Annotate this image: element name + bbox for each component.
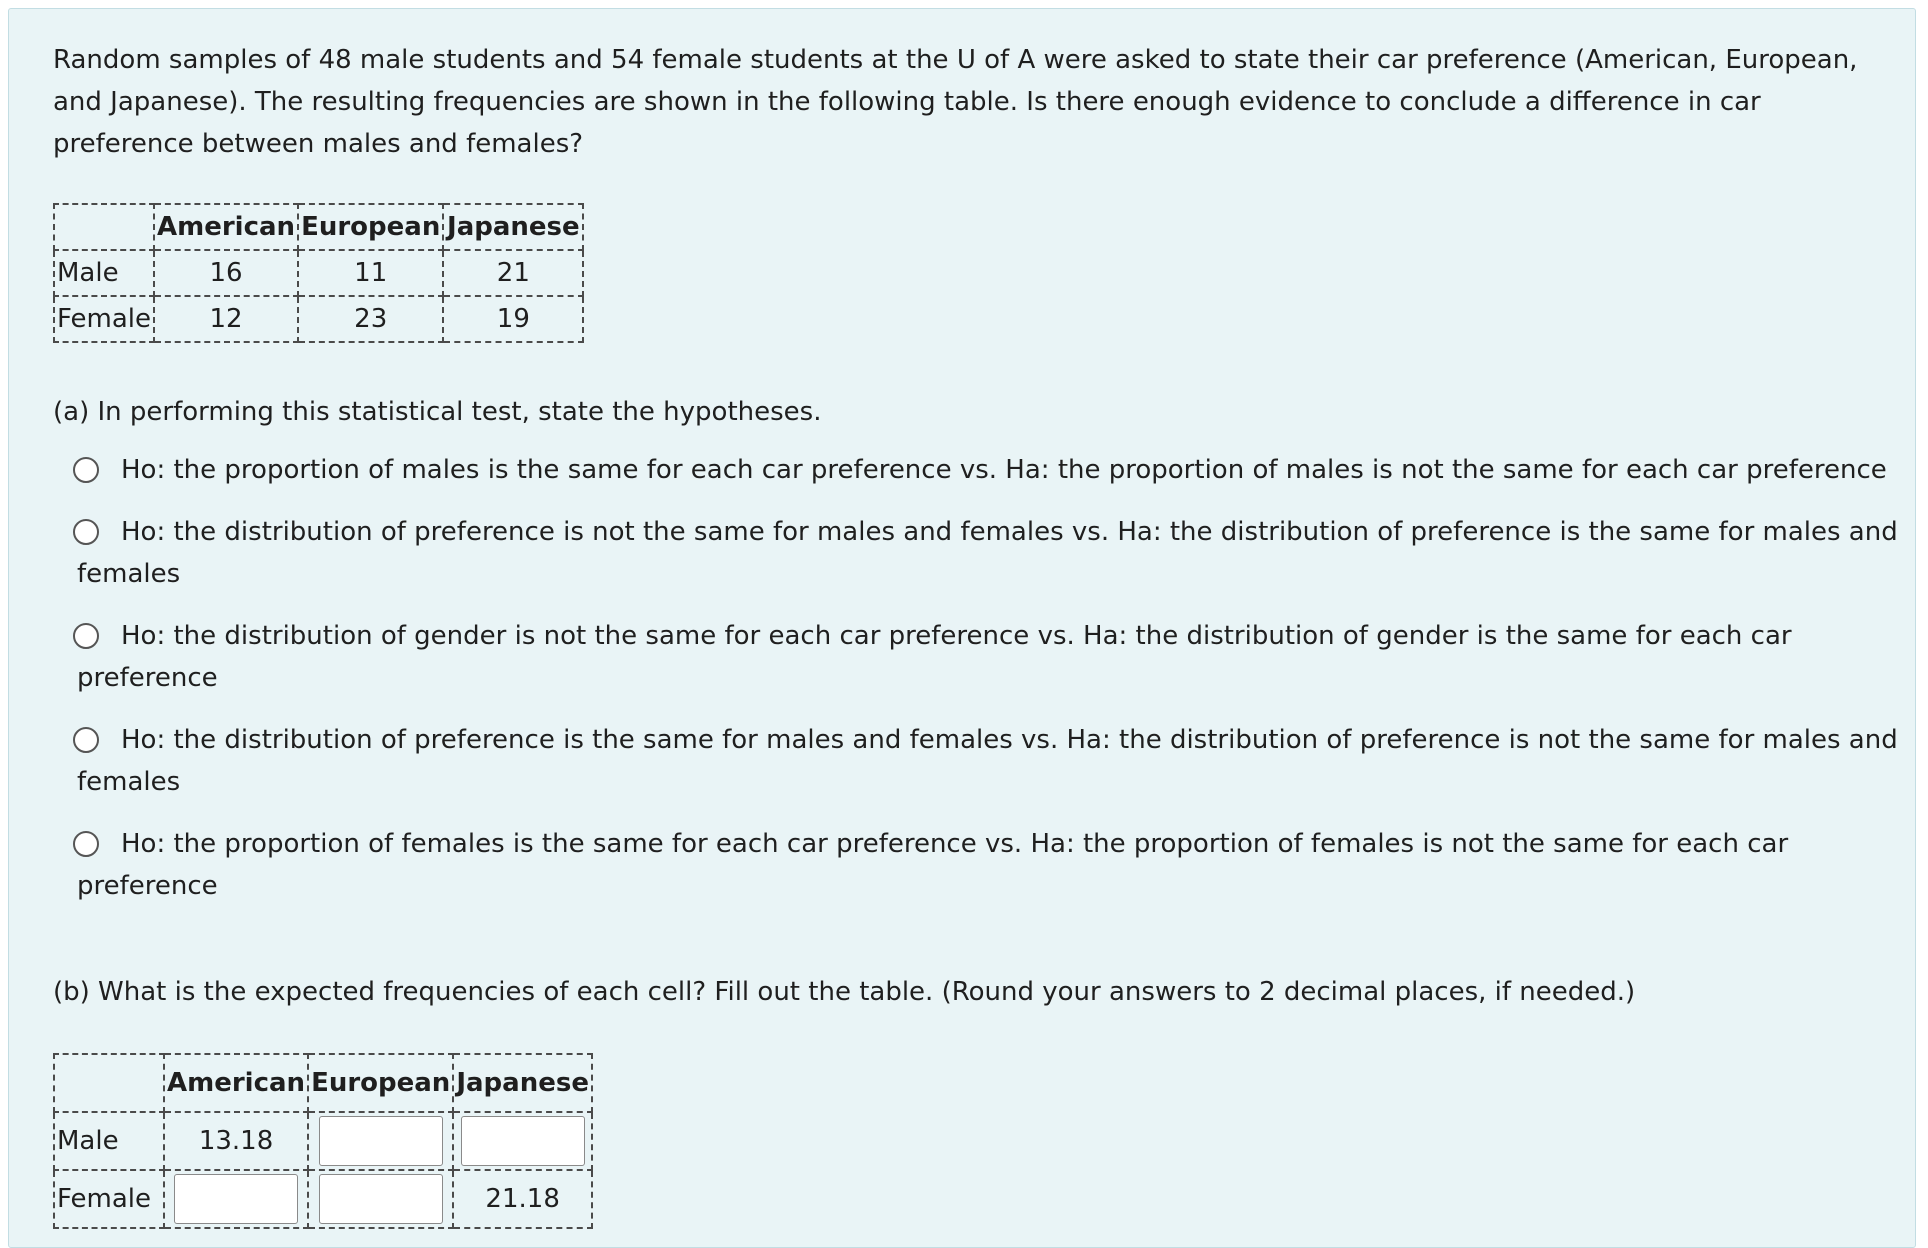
question-intro: Random samples of 48 male students and 54 female students at the U of A were asked to state their car preference (American, European, and Japanese). The resulting frequencies are shown in the following table. Is there enough evidence to conclude a difference in car preference between males and females? xyxy=(53,45,1858,159)
observed-frequency-table xyxy=(53,203,584,343)
column-header: Japanese xyxy=(453,1054,592,1112)
male-japanese-input[interactable] xyxy=(461,1116,585,1166)
table-cell xyxy=(453,1112,592,1170)
table-cell: 23 xyxy=(298,296,443,342)
row-header: Female xyxy=(54,1170,164,1228)
table-cell: 13.18 xyxy=(164,1112,308,1170)
radio-button[interactable] xyxy=(73,457,99,483)
table-cell: 11 xyxy=(298,250,443,296)
table-header-row xyxy=(54,204,583,250)
table-row xyxy=(54,250,583,296)
column-header: European xyxy=(298,204,443,250)
table-cell xyxy=(308,1170,453,1228)
table-row xyxy=(54,296,583,342)
option-label: Ho: the distribution of preference is the same for males and females vs. Ha: the distribution of preference is not the same for males and females xyxy=(77,725,1898,797)
row-header: Female xyxy=(54,296,154,342)
table-row xyxy=(54,1170,592,1228)
question-panel xyxy=(8,8,1916,1248)
question-content xyxy=(53,39,1903,1229)
table-cell: 16 xyxy=(154,250,298,296)
option-label: Ho: the proportion of males is the same for each car preference vs. Ha: the proportion of males is not the same for each car preference xyxy=(121,455,1887,485)
table-cell: 21 xyxy=(443,250,583,296)
table-cell xyxy=(308,1112,453,1170)
column-header: European xyxy=(308,1054,453,1112)
radio-button[interactable] xyxy=(73,831,99,857)
option-label: Ho: the distribution of preference is not the same for males and females vs. Ha: the distribution of preference is the same for males and females xyxy=(77,517,1898,589)
table-row xyxy=(54,1112,592,1170)
hypothesis-option[interactable] xyxy=(73,511,1903,595)
radio-button[interactable] xyxy=(73,727,99,753)
row-header: Male xyxy=(54,250,154,296)
hypothesis-option[interactable] xyxy=(73,719,1903,803)
table-cell: 12 xyxy=(154,296,298,342)
part-b-prompt: (b) What is the expected frequencies of each cell? Fill out the table. (Round your answers to 2 decimal places, if needed.) xyxy=(53,977,1636,1007)
option-label: Ho: the distribution of gender is not the same for each car preference vs. Ha: the distribution of gender is the same for each car preference xyxy=(77,621,1792,693)
table-header-row xyxy=(54,1054,592,1112)
option-label: Ho: the proportion of females is the same for each car preference vs. Ha: the proportion of females is not the same for each car preference xyxy=(77,829,1789,901)
row-header: Male xyxy=(54,1112,164,1170)
female-european-input[interactable] xyxy=(319,1174,443,1224)
table-cell: 19 xyxy=(443,296,583,342)
hypothesis-option[interactable] xyxy=(73,823,1903,907)
radio-button[interactable] xyxy=(73,519,99,545)
table-corner-cell xyxy=(54,204,154,250)
table-cell xyxy=(164,1170,308,1228)
column-header: American xyxy=(154,204,298,250)
male-european-input[interactable] xyxy=(319,1116,443,1166)
hypothesis-option[interactable] xyxy=(73,615,1903,699)
table-corner-cell xyxy=(54,1054,164,1112)
table-cell: 21.18 xyxy=(453,1170,592,1228)
female-american-input[interactable] xyxy=(174,1174,298,1224)
radio-button[interactable] xyxy=(73,623,99,649)
part-a-prompt: (a) In performing this statistical test, state the hypotheses. xyxy=(53,397,822,427)
hypothesis-options xyxy=(73,449,1903,907)
column-header: American xyxy=(164,1054,308,1112)
column-header: Japanese xyxy=(443,204,583,250)
hypothesis-option[interactable] xyxy=(73,449,1903,491)
expected-frequency-table xyxy=(53,1053,593,1229)
